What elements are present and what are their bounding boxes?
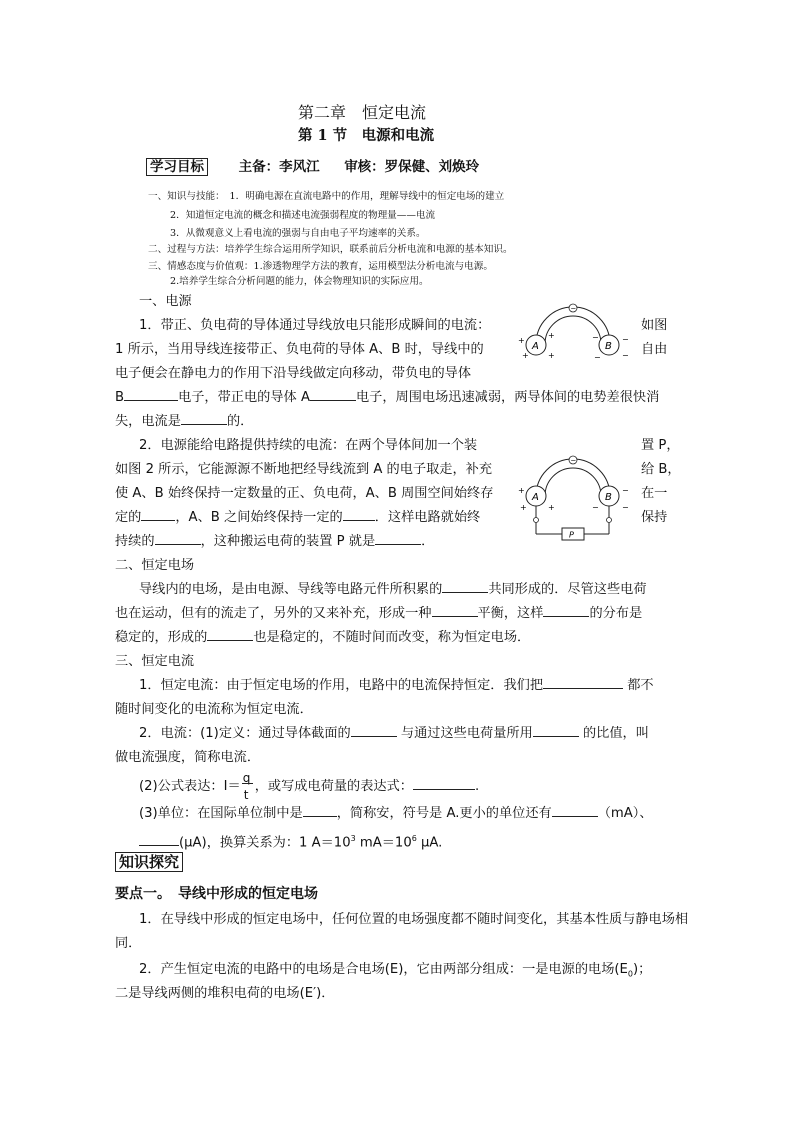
section-title: 第 1 节 电源和电流	[298, 127, 435, 144]
objective-6: 2.培养学生综合分析问题的能力，体会物理知识的实际应用。	[170, 276, 429, 287]
blank-6[interactable]	[155, 532, 201, 545]
s1-p1-line1-right: 如图	[641, 318, 668, 333]
objective-4: 二、过程与方法：培养学生综合运用所学知识，联系前后分析电流和电源的基本知识。	[148, 244, 513, 255]
s3-line1: 1．恒定电流：由于恒定电场的作用，电路中的电流保持恒定．我们把 都不	[139, 678, 654, 693]
blank-17[interactable]	[552, 804, 598, 817]
blank-15[interactable]	[413, 777, 475, 790]
s2-line3: 稳定的，形成的 也是稳定的，不随时间而改变，称为恒定电场．	[115, 630, 531, 645]
blank-1[interactable]	[124, 388, 178, 401]
goals-header	[146, 155, 479, 175]
fig2-minus-3: −	[592, 503, 599, 512]
explore-box	[115, 852, 183, 872]
fig2-plus-1: +	[518, 486, 525, 495]
s1-p2-line1: 2．电源能给电路提供持续的电流：在两个导体间加一个装	[139, 438, 478, 453]
s1-p1-line2: 1 所示，当用导线连接带正、负电荷的导体 A、B 时，导线中的	[115, 342, 484, 357]
s3-line3: 2．电流：(1)定义：通过导体截面的 与通过这些电荷量所用 的比值，叫	[139, 726, 649, 741]
formula-fraction: q t	[241, 774, 255, 798]
s1-p1-line2-right: 自由	[641, 342, 668, 357]
objective-3: 3．从微观意义上看电流的强弱与自由电子平均速率的关系。	[170, 228, 426, 239]
s1-p2-line3: 使 A、B 始终保持一定数量的正、负电荷，A、B 周围空间始终存	[115, 486, 494, 501]
blank-7[interactable]	[375, 532, 421, 545]
figure-1	[512, 296, 632, 368]
s1-p2-line2-right: 给 B，	[641, 462, 681, 477]
s1-p1-line5: 失，电流是 的．	[115, 414, 254, 429]
s1-p2-line1-right: 置 P，	[641, 438, 680, 453]
fig1-minus-1: −	[592, 333, 599, 342]
blank-5[interactable]	[343, 508, 375, 521]
section2-title: 二、恒定电场	[115, 558, 195, 573]
s3-line7: (μA)，换算关系为：1 $A=10^3$ $mA=10^6$ μA.	[139, 827, 442, 855]
editor: 主备：李风江	[238, 159, 320, 175]
fig1-minus-4: −	[594, 353, 601, 362]
fig1-label-b: B	[605, 341, 612, 352]
s3-line6: (3)单位：在国际单位制中是 ，简称安，符号是 A.更小的单位还有 （mA）、	[139, 806, 653, 821]
reviewer: 审核：罗保健、刘焕玲	[344, 159, 480, 175]
fig1-minus-2: −	[622, 335, 629, 344]
fig2-label-b: B	[605, 492, 612, 503]
blank-10[interactable]	[543, 604, 589, 617]
fig1-plus-1: +	[518, 336, 525, 345]
explore-p1-line2: 同．	[115, 936, 142, 951]
blank-9[interactable]	[432, 604, 478, 617]
fig2-plus-2: +	[520, 503, 527, 512]
chapter-title: 第二章 恒定电流	[298, 103, 427, 122]
blank-11[interactable]	[207, 628, 253, 641]
objective-1: 一、知识与技能： 1．明确电源在直流电路中的作用，理解导线中的恒定电场的建立	[148, 191, 505, 202]
s3-line4: 做电流强度，简称电流．	[115, 750, 261, 765]
s1-p1-line1: 1．带正、负电荷的导体通过导线放电只能形成瞬间的电流：	[139, 318, 491, 333]
blank-16[interactable]	[303, 804, 337, 817]
s1-p1-line4: B 电子，带正电的导体 A 电子，周围电场迅速减弱，两导体间的电势差很快消	[115, 390, 660, 405]
fig1-label-a: A	[532, 341, 539, 352]
s1-p2-line4: 定的 ，A、B 之间始终保持一定的 ．这样电路就始终	[115, 510, 481, 525]
fig2-electron-sign: −	[570, 456, 577, 465]
s1-p2-line5: 持续的 ，这种搬运电荷的装置 P 就是 ．	[115, 534, 435, 549]
s1-p1-line3: 电子便会在静电力的作用下沿导线做定向移动，带负电的导体	[115, 366, 472, 381]
blank-13[interactable]	[351, 724, 397, 737]
section3-title: 三、恒定电流	[115, 654, 195, 669]
fig1-electron-sign: −	[570, 304, 577, 313]
fig1-minus-3: −	[622, 351, 629, 360]
s2-line2: 也在运动，但有的流走了，另外的又来补充，形成一种 平衡，这样 的分布是	[115, 606, 643, 621]
s1-p2-line3-right: 在一	[641, 486, 668, 501]
s1-p2-line2: 如图 2 所示，它能源源不断地把经导线流到 A 的电子取走，补充	[115, 462, 493, 477]
fig2-label-p: P	[569, 530, 574, 540]
explore-p1-line1: 1．在导线中形成的恒定电场中，任何位置的电场强度都不随时间变化，其基本性质与静电场相	[139, 912, 689, 927]
blank-12[interactable]	[543, 676, 623, 689]
fig1-plus-4: +	[548, 331, 555, 340]
s1-p2-line4-right: 保持	[641, 510, 668, 525]
explore-p2-line2: 二是导线两侧的堆积电荷的电场(E′)．	[115, 986, 335, 1001]
fig1-plus-2: +	[522, 351, 529, 360]
fig2-minus-1: −	[622, 486, 629, 495]
s2-line1: 导线内的电场，是由电源、导线等电路元件所积累的 共同形成的．尽管这些电荷	[139, 582, 647, 597]
blank-2[interactable]	[310, 388, 356, 401]
blank-3[interactable]	[181, 412, 227, 425]
blank-4[interactable]	[141, 508, 175, 521]
objective-5: 三、情感态度与价值观：1.渗透物理学方法的教育，运用模型法分析电流与电源。	[148, 261, 493, 272]
fig2-minus-2: −	[622, 503, 629, 512]
explore-p2-line1: 2．产生恒定电流的电路中的电场是合电场(E)，它由两部分组成：一是电源的电场$(E_0)$；	[139, 962, 652, 979]
s3-line2: 随时间变化的电流称为恒定电流．	[115, 702, 313, 717]
blank-18[interactable]	[139, 833, 179, 846]
s3-line5: (2)公式表达：I＝ q t ，或写成电荷量的表达式： .	[139, 771, 480, 802]
explore-box-label: 知识探究	[115, 852, 183, 872]
blank-14[interactable]	[533, 724, 579, 737]
figure-2	[512, 440, 632, 546]
blank-8[interactable]	[442, 580, 488, 593]
point1-title: 要点一。 导线中形成的恒定电场	[115, 886, 318, 902]
fig2-plus-3: +	[548, 503, 555, 512]
fig2-label-a: A	[532, 492, 539, 503]
fig1-plus-3: +	[548, 351, 555, 360]
section1-title: 一、电源	[139, 294, 192, 309]
goals-box: 学习目标	[146, 158, 208, 176]
objective-2: 2．知道恒定电流的概念和描述电流强弱程度的物理量——电流	[170, 210, 436, 221]
